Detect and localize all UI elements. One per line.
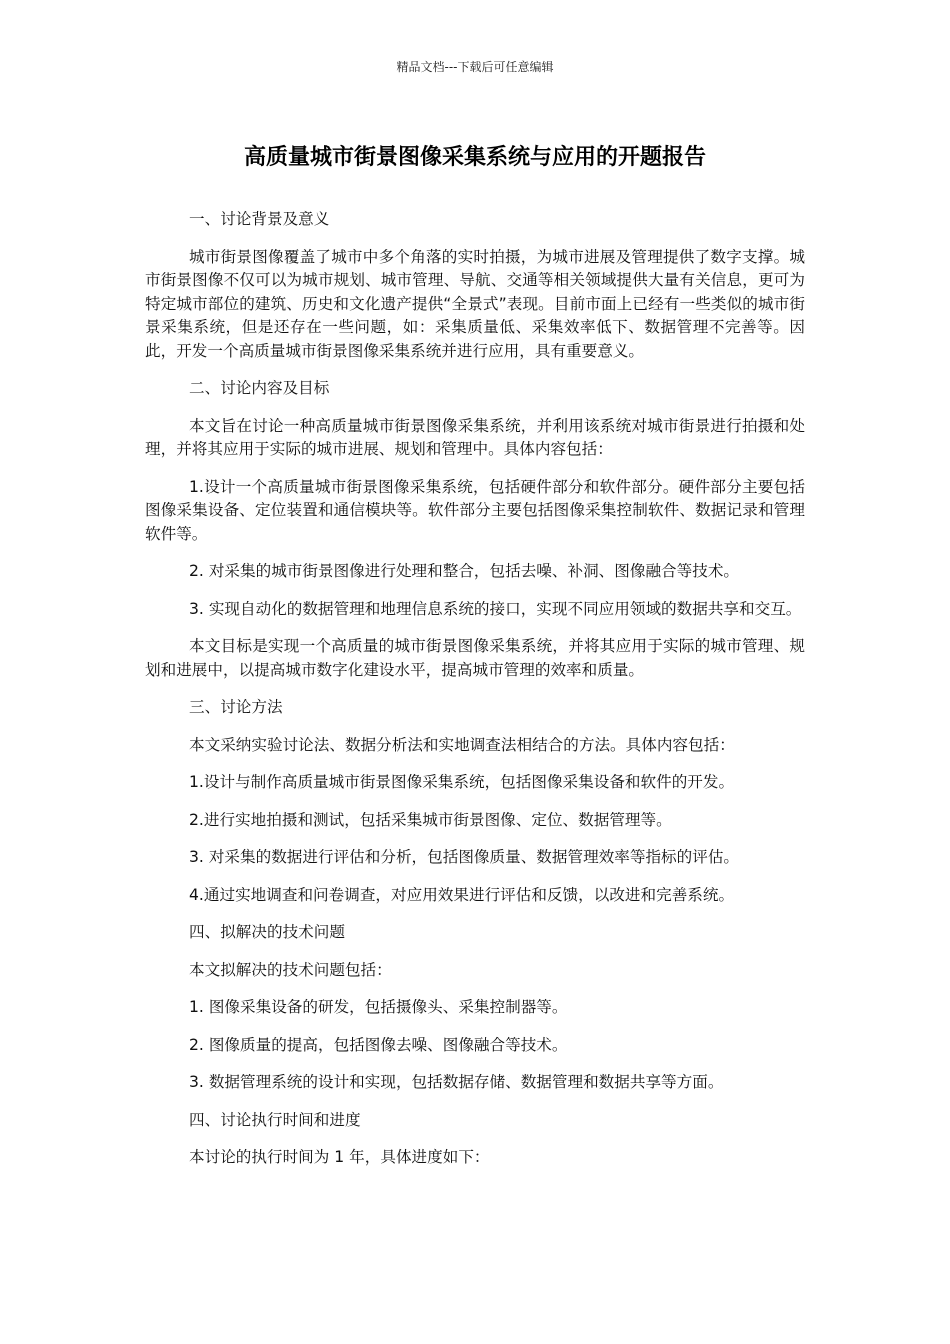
list-item-content-3: 3. 实现自动化的数据管理和地理信息系统的接口，实现不同应用领域的数据共享和交互。 xyxy=(189,599,802,618)
document-title: 高质量城市街景图像采集系统与应用的开题报告 xyxy=(243,145,706,170)
section-heading-background: 一、讨论背景及意义 xyxy=(189,210,330,228)
list-item-method-1: 1.设计与制作高质量城市街景图像采集系统，包括图像采集设备和软件的开发。 xyxy=(189,773,735,791)
paragraph-goal: 本文目标是实现一个高质量的城市街景图像采集系统，并将其应用于实际的城市管理、规划和进展中，以提高城市数字化建设水平，提高城市管理的效率和质量。 xyxy=(145,637,805,679)
section-heading-methods: 三、讨论方法 xyxy=(189,698,283,716)
list-item-problem-1: 1. 图像采集设备的研发，包括摄像头、采集控制器等。 xyxy=(189,998,568,1016)
list-item-content-2: 2. 对采集的城市街景图像进行处理和整合，包括去噪、补洞、图像融合等技术。 xyxy=(189,562,740,580)
list-item-method-3: 3. 对采集的数据进行评估和分析，包括图像质量、数据管理效率等指标的评估。 xyxy=(189,848,740,866)
document-body xyxy=(145,208,805,1184)
list-item-problem-2: 2. 图像质量的提高，包括图像去噪、图像融合等技术。 xyxy=(189,1035,568,1054)
list-item-method-4: 4.通过实地调查和问卷调查，对应用效果进行评估和反馈，以改进和完善系统。 xyxy=(189,885,735,904)
section-heading-content-goals: 二、讨论内容及目标 xyxy=(189,379,330,397)
list-item-method-2: 2.进行实地拍摄和测试，包括采集城市街景图像、定位、数据管理等。 xyxy=(189,810,672,829)
header-note: 精品文档---下载后可任意编辑 xyxy=(396,60,554,74)
paragraph-background: 城市街景图像覆盖了城市中多个角落的实时拍摄，为城市进展及管理提供了数字支撑。城市街景图像不仅可以为城市规划、城市管理、导航、交通等相关领域提供大量有关信息，更可为特定城市部位的建筑、历史和文化遗产提供“全景式”表现。目前市面上已经有一些类似的城市街景采集系统，但是还存在一些问题，如：采集质量低、采集效率低下、数据管理不完善等。因此，开发一个高质量城市街景图像采集系统并进行应用，具有重要意义。 xyxy=(145,247,805,360)
list-item-content-1: 1.设计一个高质量城市街景图像采集系统，包括硬件部分和软件部分。硬件部分主要包括图像采集设备、定位装置和通信模块等。软件部分主要包括图像采集控制软件、数据记录和管理软件等。 xyxy=(145,477,805,543)
paragraph-schedule-intro: 本讨论的执行时间为 1 年，具体进度如下： xyxy=(189,1148,490,1166)
section-heading-schedule: 四、讨论执行时间和进度 xyxy=(189,1110,361,1129)
paragraph-methods-intro: 本文采纳实验讨论法、数据分析法和实地调查法相结合的方法。具体内容包括： xyxy=(189,735,735,754)
paragraph-content-intro: 本文旨在讨论一种高质量城市街景图像采集系统，并利用该系统对城市街景进行拍摄和处理，并将其应用于实际的城市进展、规划和管理中。具体内容包括： xyxy=(145,416,805,458)
paragraph-problems-intro: 本文拟解决的技术问题包括： xyxy=(189,960,392,979)
list-item-problem-3: 3. 数据管理系统的设计和实现，包括数据存储、数据管理和数据共享等方面。 xyxy=(189,1073,724,1091)
section-heading-technical-problems: 四、拟解决的技术问题 xyxy=(189,923,345,941)
